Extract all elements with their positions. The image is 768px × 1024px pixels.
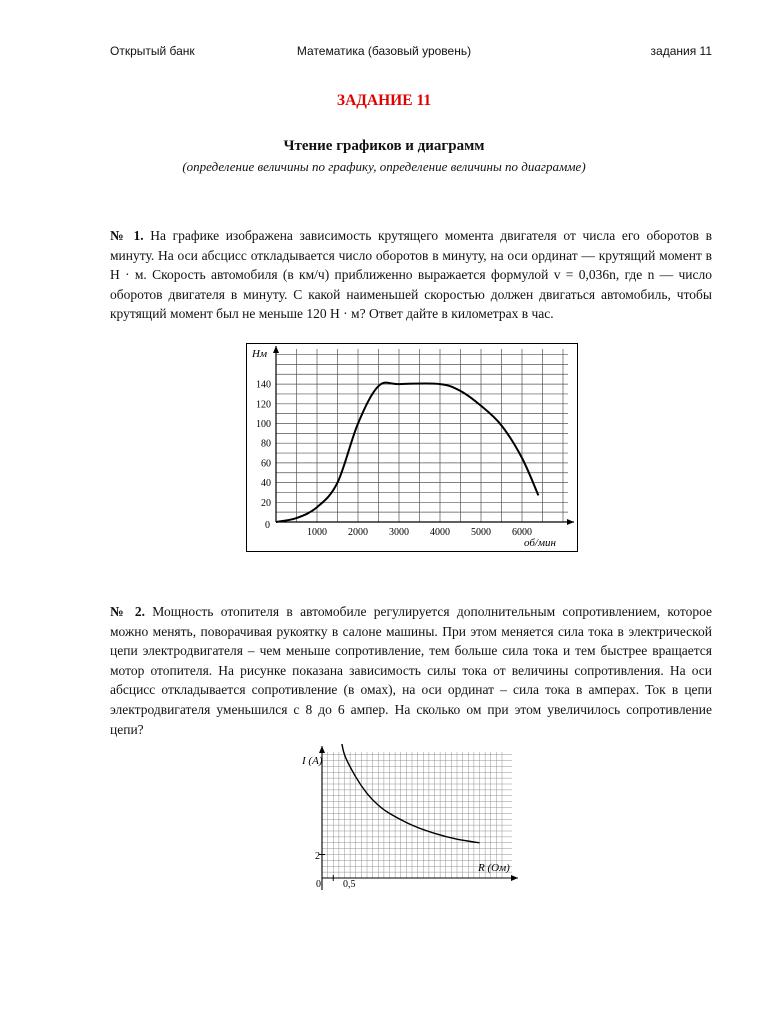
y-tick-label: 60 [261,458,271,470]
subject-note: (определение величины по графику, определение величины по диаграмме) [182,159,586,174]
y-tick-label: 20 [261,497,271,509]
y-tick-label: 80 [261,438,271,450]
y-tick-label: 100 [256,419,271,430]
subject-title: Чтение графиков и диаграмм [283,138,485,154]
chart-2-xlabel: R (Ом) [478,862,510,874]
problem-1 [110,226,712,324]
y-axis-arrow [319,746,325,753]
chart-2-ytick-label: 2 [315,851,320,862]
problem-1-number: № 1. [110,228,144,243]
chart-2-xtick-label: 0,5 [343,879,356,890]
torque-chart [246,343,578,552]
x-tick-label: 4000 [430,527,450,538]
problem-1-text: На графике изображена зависимость крутящего момента двигателя от числа его оборотов в минуту. На оси абсцисс откладывается число оборотов в минуту, на оси ординат — крутящий момент в Н · м. Скорость автомобиля (в км/ч) приближенно выражается формулой v = 0,036n, где n — число оборотов двигателя в минуту. С какой наименьшей скоростью должен двигаться автомобиль, чтобы крутящий момент был не меньше 120 Н · м? Ответ дайте в километрах в час. [110,228,712,322]
chart-2-grid [322,752,512,878]
x-tick-label: 5000 [471,527,491,538]
chart-1-xlabel: об/мин [524,537,556,549]
y-tick-label: 120 [256,399,271,411]
header-right: задания 11 [650,44,712,58]
header-center: Математика (базовый уровень) [296,44,472,58]
x-axis-arrow [511,875,518,881]
task-title: ЗАДАНИЕ 11 [336,92,432,109]
x-tick-label: 2000 [348,527,368,538]
chart-2-ylabel: I (A) [302,755,323,767]
x-tick-label: 3000 [389,527,409,538]
y-tick-label: 140 [256,379,271,391]
chart-2-series-line [340,744,480,843]
chart-2-origin-label: 0 [316,879,321,890]
y-tick-label: 40 [261,478,271,490]
chart-1-frame [247,344,578,552]
problem-2-number: № 2. [110,604,145,619]
chart-1-ylabel: Нм [252,348,267,360]
problem-2 [110,602,712,739]
problem-2-text: Мощность отопителя в автомобиле регулируется дополнительным сопротивлением, которое можно менять, поворачивая рукоятку в салоне машины. При этом меняется сила тока в электрической цепи электродвигателя – чем меньше сопротивление, тем больше сила тока и тем быстрее вращается мотор отопителя. На рисунке показана зависимость силы тока от величины сопротивления. На оси абсцисс откладывается сопротивление (в омах), на оси ординат – сила тока в амперах. Ток в цепи электродвигателя уменьшился с 8 до 6 ампер. На сколько ом при этом увеличилось сопротивление цепи? [110,604,713,737]
header-left: Открытый банк [110,44,195,58]
x-tick-label: 6000 [512,527,532,538]
current-chart [298,744,520,892]
x-tick-label: 1000 [307,527,327,538]
chart-1-origin-label: 0 [265,520,270,531]
